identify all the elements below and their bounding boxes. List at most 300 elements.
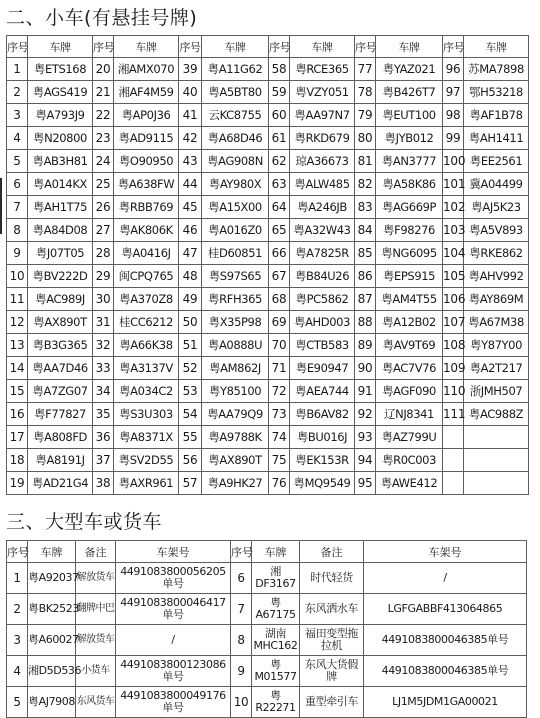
row-index: 92 — [355, 403, 376, 426]
row-index: 96 — [443, 58, 464, 81]
row-index: 72 — [269, 380, 290, 403]
small-vehicle-table — [6, 35, 529, 495]
large-vehicle-table — [6, 540, 527, 718]
plate-cell: 粤EK153R — [290, 449, 355, 472]
row-index: 3 — [7, 104, 28, 127]
table-row — [7, 357, 529, 380]
plate-cell: 粤A014KX — [28, 173, 93, 196]
row-index — [443, 426, 464, 449]
row-index: 17 — [7, 426, 28, 449]
plate-cell: 湘D5D536 — [28, 656, 76, 687]
row-index: 45 — [179, 196, 202, 219]
vin-cell: LJ1M5JDM1GA00021 — [364, 687, 527, 718]
table-row — [7, 687, 527, 718]
plate-cell: 粤A8191J — [28, 449, 93, 472]
vin-cell: 4491083800046417单号 — [116, 594, 231, 625]
plate-cell: 粤AA79Q9 — [202, 403, 269, 426]
row-index: 35 — [93, 403, 114, 426]
note-cell: 东风洒水车 — [300, 594, 364, 625]
plate-cell: 粤AM4T55 — [376, 288, 443, 311]
plate-cell: 粤MQ9549 — [290, 472, 355, 495]
plate-cell: 粤CTB583 — [290, 334, 355, 357]
plate-cell: 粤AM862J — [202, 357, 269, 380]
plate-cell: 粤AY980X — [202, 173, 269, 196]
table-row — [7, 403, 529, 426]
row-index: 89 — [355, 334, 376, 357]
plate-cell: 粤AC7V76 — [376, 357, 443, 380]
vin-cell: 4491083800046385单号 — [364, 625, 527, 656]
plate-cell: 粤AY869M — [464, 288, 529, 311]
plate-cell: 粤AJ7908 — [28, 687, 76, 718]
row-index: 86 — [355, 265, 376, 288]
vin-cell: 4491083800056205单号 — [116, 563, 231, 594]
plate-cell: 粤AA7D46 — [28, 357, 93, 380]
row-index: 66 — [269, 242, 290, 265]
plate-cell: 粤BK2523 — [28, 594, 76, 625]
plate-cell: 粤AK806K — [114, 219, 179, 242]
vin-cell: 4491083800046385单号 — [364, 656, 527, 687]
row-index: 71 — [269, 357, 290, 380]
plate-cell: 粤JYB012 — [376, 127, 443, 150]
row-index: 68 — [269, 288, 290, 311]
plate-cell: 粤A66K38 — [114, 334, 179, 357]
plate-cell: 粤A67M38 — [464, 311, 529, 334]
plate-cell: 粤A8371X — [114, 426, 179, 449]
col-header-note: 备注 — [76, 541, 116, 563]
plate-cell: 粤AF1B78 — [464, 104, 529, 127]
plate-cell: 粤A7ZG07 — [28, 380, 93, 403]
table-row — [7, 196, 529, 219]
table-header-row — [7, 541, 527, 563]
plate-cell: 粤EPS915 — [376, 265, 443, 288]
row-index: 40 — [179, 81, 202, 104]
plate-cell: 粤A32W43 — [290, 219, 355, 242]
row-index: 59 — [269, 81, 290, 104]
plate-cell: 粤S97S65 — [202, 265, 269, 288]
row-index: 18 — [7, 449, 28, 472]
row-index: 56 — [179, 449, 202, 472]
left-edge-mark — [0, 178, 2, 234]
plate-cell: 辽NJ8341 — [376, 403, 443, 426]
plate-cell: 粤AXR961 — [114, 472, 179, 495]
note-cell: 时代轻货 — [300, 563, 364, 594]
plate-cell: 粤R0C003 — [376, 449, 443, 472]
row-index: 95 — [355, 472, 376, 495]
plate-cell: 湘AMX070 — [114, 58, 179, 81]
row-index: 43 — [179, 150, 202, 173]
note-cell: 东风货车 — [76, 687, 116, 718]
row-index: 75 — [269, 449, 290, 472]
row-index: 27 — [93, 219, 114, 242]
row-index: 77 — [355, 58, 376, 81]
row-index: 26 — [93, 196, 114, 219]
row-index: 70 — [269, 334, 290, 357]
table-row — [7, 311, 529, 334]
plate-cell: 粤AH1T75 — [28, 196, 93, 219]
row-index: 5 — [7, 687, 28, 718]
table-row — [7, 219, 529, 242]
plate-cell: 粤A0416J — [114, 242, 179, 265]
col-header-plate: 车牌 — [464, 36, 529, 58]
plate-cell: 浙JMH507 — [464, 380, 529, 403]
col-header-index: 序号 — [231, 541, 252, 563]
plate-cell: 粤A638FW — [114, 173, 179, 196]
plate-cell: 粤RKD679 — [290, 127, 355, 150]
row-index: 15 — [7, 380, 28, 403]
row-index: 76 — [269, 472, 290, 495]
row-index: 61 — [269, 127, 290, 150]
plate-cell: 闽CPQ765 — [114, 265, 179, 288]
plate-cell: 粤Y87Y00 — [464, 334, 529, 357]
plate-cell: 粤AHV992 — [464, 265, 529, 288]
table-row — [7, 81, 529, 104]
row-index: 84 — [355, 219, 376, 242]
note-cell: 东风大货假牌 — [300, 656, 364, 687]
row-index: 5 — [7, 150, 28, 173]
row-index: 39 — [179, 58, 202, 81]
row-index: 16 — [7, 403, 28, 426]
table-header-row — [7, 36, 529, 58]
row-index — [443, 472, 464, 495]
plate-cell: 粤RFH365 — [202, 288, 269, 311]
row-index: 78 — [355, 81, 376, 104]
vin-cell: / — [364, 563, 527, 594]
plate-cell: 粤AB3H81 — [28, 150, 93, 173]
plate-cell: 粤RCE365 — [290, 58, 355, 81]
table-row — [7, 334, 529, 357]
plate-cell: 粤O90950 — [114, 150, 179, 173]
row-index: 6 — [7, 173, 28, 196]
row-index: 31 — [93, 311, 114, 334]
row-index: 12 — [7, 311, 28, 334]
row-index: 67 — [269, 265, 290, 288]
row-index: 2 — [7, 594, 28, 625]
row-index: 94 — [355, 449, 376, 472]
plate-cell: 粤ALW485 — [290, 173, 355, 196]
plate-cell: 粤A12B02 — [376, 311, 443, 334]
row-index: 1 — [7, 58, 28, 81]
vin-cell: 4491083800123086单号 — [116, 656, 231, 687]
row-index: 34 — [93, 380, 114, 403]
plate-cell: 粤AG908N — [202, 150, 269, 173]
row-index: 97 — [443, 81, 464, 104]
plate-cell: 云KC8755 — [202, 104, 269, 127]
row-index: 85 — [355, 242, 376, 265]
table-row — [7, 173, 529, 196]
col-header-plate: 车牌 — [114, 36, 179, 58]
plate-cell: 粤AD21G4 — [28, 472, 93, 495]
plate-cell: 粤M01577 — [252, 656, 300, 687]
col-header-index: 序号 — [355, 36, 376, 58]
row-index: 14 — [7, 357, 28, 380]
row-index: 37 — [93, 449, 114, 472]
table-row — [7, 449, 529, 472]
row-index: 91 — [355, 380, 376, 403]
plate-cell: 粤AH1411 — [464, 127, 529, 150]
plate-cell: 粤A808FD — [28, 426, 93, 449]
row-index: 65 — [269, 219, 290, 242]
plate-cell: 粤A370Z8 — [114, 288, 179, 311]
note-cell: 解放货车 — [76, 625, 116, 656]
plate-cell: 粤BU016J — [290, 426, 355, 449]
row-index: 9 — [231, 656, 252, 687]
col-header-note: 备注 — [300, 541, 364, 563]
plate-cell: 粤A0888U — [202, 334, 269, 357]
plate-cell: 粤A016Z0 — [202, 219, 269, 242]
note-cell: 翻牌中巴 — [76, 594, 116, 625]
plate-cell: 粤AV9T69 — [376, 334, 443, 357]
row-index: 90 — [355, 357, 376, 380]
plate-cell: 粤PC5862 — [290, 288, 355, 311]
row-index: 63 — [269, 173, 290, 196]
table-row — [7, 426, 529, 449]
plate-cell: 粤A793J9 — [28, 104, 93, 127]
row-index: 42 — [179, 127, 202, 150]
col-header-index: 序号 — [269, 36, 290, 58]
col-header-plate: 车牌 — [28, 541, 76, 563]
plate-cell: 粤AHD003 — [290, 311, 355, 334]
plate-cell: 粤A5BT80 — [202, 81, 269, 104]
note-cell: 重型牵引车 — [300, 687, 364, 718]
plate-cell: 粤VZY051 — [290, 81, 355, 104]
plate-cell: 粤YAZ021 — [376, 58, 443, 81]
row-index: 1 — [7, 563, 28, 594]
col-header-plate: 车牌 — [376, 36, 443, 58]
row-index: 110 — [443, 380, 464, 403]
table-row — [7, 563, 527, 594]
plate-cell: 粤A92037 — [28, 563, 76, 594]
plate-cell: 琼A36673 — [290, 150, 355, 173]
row-index: 38 — [93, 472, 114, 495]
row-index: 10 — [231, 687, 252, 718]
row-index: 33 — [93, 357, 114, 380]
row-index: 20 — [93, 58, 114, 81]
section-large-title: 三、大型车或货车 — [6, 511, 163, 533]
plate-cell: 粤ETS168 — [28, 58, 93, 81]
note-cell: 解放货车 — [76, 563, 116, 594]
note-cell: 小货车 — [76, 656, 116, 687]
row-index: 80 — [355, 127, 376, 150]
plate-cell: 粤F77827 — [28, 403, 93, 426]
row-index: 107 — [443, 311, 464, 334]
plate-cell: 粤A68D46 — [202, 127, 269, 150]
row-index: 29 — [93, 265, 114, 288]
row-index: 87 — [355, 288, 376, 311]
plate-cell: 粤B3G365 — [28, 334, 93, 357]
row-index: 79 — [355, 104, 376, 127]
plate-cell: 粤AJ5K23 — [464, 196, 529, 219]
col-header-plate: 车牌 — [202, 36, 269, 58]
row-index: 81 — [355, 150, 376, 173]
plate-cell: 粤AX890T — [202, 449, 269, 472]
row-index: 99 — [443, 127, 464, 150]
plate-cell: 粤F98276 — [376, 219, 443, 242]
table-row — [7, 380, 529, 403]
col-header-index: 序号 — [179, 36, 202, 58]
plate-cell: 粤X35P98 — [202, 311, 269, 334]
col-header-vin: 车架号 — [116, 541, 231, 563]
col-header-index: 序号 — [93, 36, 114, 58]
row-index: 51 — [179, 334, 202, 357]
plate-cell: 粤A5V893 — [464, 219, 529, 242]
plate-cell: 湖南MHC162 — [252, 625, 300, 656]
row-index: 60 — [269, 104, 290, 127]
vin-cell: LGFGABBF413064865 — [364, 594, 527, 625]
row-index: 44 — [179, 173, 202, 196]
plate-cell: 粤A3137V — [114, 357, 179, 380]
row-index: 69 — [269, 311, 290, 334]
row-index: 101 — [443, 173, 464, 196]
plate-cell: 粤A246JB — [290, 196, 355, 219]
plate-cell: 粤AX890T — [28, 311, 93, 334]
row-index: 106 — [443, 288, 464, 311]
plate-cell: 粤AEA744 — [290, 380, 355, 403]
row-index: 108 — [443, 334, 464, 357]
row-index: 4 — [7, 656, 28, 687]
plate-cell: 粤N20800 — [28, 127, 93, 150]
row-index: 25 — [93, 173, 114, 196]
col-header-vin: 车架号 — [364, 541, 527, 563]
plate-cell: 粤A2T217 — [464, 357, 529, 380]
row-index: 109 — [443, 357, 464, 380]
row-index: 111 — [443, 403, 464, 426]
row-index: 19 — [7, 472, 28, 495]
plate-cell: 粤A84D08 — [28, 219, 93, 242]
plate-cell: 粤A67175 — [252, 594, 300, 625]
col-header-plate: 车牌 — [290, 36, 355, 58]
note-cell: 福田变型拖拉机 — [300, 625, 364, 656]
plate-cell: 粤AGF090 — [376, 380, 443, 403]
row-index: 3 — [7, 625, 28, 656]
row-index: 21 — [93, 81, 114, 104]
row-index: 52 — [179, 357, 202, 380]
row-index: 100 — [443, 150, 464, 173]
row-index: 73 — [269, 403, 290, 426]
plate-cell: 粤SV2D55 — [114, 449, 179, 472]
row-index: 48 — [179, 265, 202, 288]
plate-cell: 苏MA7898 — [464, 58, 529, 81]
row-index: 30 — [93, 288, 114, 311]
table-row — [7, 265, 529, 288]
row-index — [443, 449, 464, 472]
row-index: 8 — [7, 219, 28, 242]
row-index: 54 — [179, 403, 202, 426]
plate-cell: 湘AF4M59 — [114, 81, 179, 104]
plate-cell: 粤AG669P — [376, 196, 443, 219]
row-index: 36 — [93, 426, 114, 449]
row-index: 11 — [7, 288, 28, 311]
plate-cell: 粤A15X00 — [202, 196, 269, 219]
table-row — [7, 656, 527, 687]
plate-cell: 粤RBB769 — [114, 196, 179, 219]
plate-cell: 粤S3U303 — [114, 403, 179, 426]
plate-cell: 粤E90947 — [290, 357, 355, 380]
row-index: 93 — [355, 426, 376, 449]
plate-cell: 粤AWE412 — [376, 472, 443, 495]
plate-cell: 粤AGS419 — [28, 81, 93, 104]
row-index: 103 — [443, 219, 464, 242]
row-index: 49 — [179, 288, 202, 311]
row-index: 50 — [179, 311, 202, 334]
vin-cell: / — [116, 625, 231, 656]
row-index: 4 — [7, 127, 28, 150]
plate-cell: 粤Y85100 — [202, 380, 269, 403]
plate-cell: 粤A7825R — [290, 242, 355, 265]
row-index: 8 — [231, 625, 252, 656]
plate-cell: 冀A04499 — [464, 173, 529, 196]
row-index: 83 — [355, 196, 376, 219]
row-index: 98 — [443, 104, 464, 127]
row-index: 24 — [93, 150, 114, 173]
plate-cell: 粤BV222D — [28, 265, 93, 288]
plate-cell: 粤B426T7 — [376, 81, 443, 104]
col-header-index: 序号 — [443, 36, 464, 58]
row-index: 62 — [269, 150, 290, 173]
table-row — [7, 472, 529, 495]
table-row — [7, 625, 527, 656]
table-row — [7, 242, 529, 265]
plate-cell: 粤A034C2 — [114, 380, 179, 403]
plate-cell: 湘DF3167 — [252, 563, 300, 594]
plate-cell: 粤RKE862 — [464, 242, 529, 265]
row-index: 55 — [179, 426, 202, 449]
col-header-index: 序号 — [7, 541, 28, 563]
row-index: 32 — [93, 334, 114, 357]
row-index: 105 — [443, 265, 464, 288]
plate-cell: 粤AN3777 — [376, 150, 443, 173]
plate-cell: 粤AC988Z — [464, 403, 529, 426]
plate-cell: 粤B6AV82 — [290, 403, 355, 426]
col-header-index: 序号 — [7, 36, 28, 58]
table-row — [7, 127, 529, 150]
plate-cell: 粤R22271 — [252, 687, 300, 718]
plate-cell: 粤J07T05 — [28, 242, 93, 265]
row-index: 57 — [179, 472, 202, 495]
plate-cell: 粤B84U26 — [290, 265, 355, 288]
row-index: 6 — [231, 563, 252, 594]
plate-cell: 粤AD9115 — [114, 127, 179, 150]
table-row — [7, 594, 527, 625]
row-index: 7 — [231, 594, 252, 625]
row-index: 64 — [269, 196, 290, 219]
plate-cell — [464, 472, 529, 495]
col-header-plate: 车牌 — [28, 36, 93, 58]
row-index: 28 — [93, 242, 114, 265]
plate-cell: 鄂H53218 — [464, 81, 529, 104]
row-index: 23 — [93, 127, 114, 150]
plate-cell: 粤A58K86 — [376, 173, 443, 196]
row-index: 74 — [269, 426, 290, 449]
row-index: 9 — [7, 242, 28, 265]
plate-cell — [464, 449, 529, 472]
row-index: 82 — [355, 173, 376, 196]
plate-cell: 粤AZ799U — [376, 426, 443, 449]
col-header-plate: 车牌 — [252, 541, 300, 563]
plate-cell: 桂CC6212 — [114, 311, 179, 334]
row-index: 58 — [269, 58, 290, 81]
plate-cell — [464, 426, 529, 449]
section-small-title: 二、小车(有悬挂号牌) — [6, 7, 198, 29]
plate-cell: 粤A60027 — [28, 625, 76, 656]
table-row — [7, 150, 529, 173]
plate-cell: 粤A9788K — [202, 426, 269, 449]
plate-cell: 粤EE2561 — [464, 150, 529, 173]
row-index: 2 — [7, 81, 28, 104]
plate-cell: 桂D60851 — [202, 242, 269, 265]
row-index: 13 — [7, 334, 28, 357]
row-index: 10 — [7, 265, 28, 288]
table-row — [7, 104, 529, 127]
